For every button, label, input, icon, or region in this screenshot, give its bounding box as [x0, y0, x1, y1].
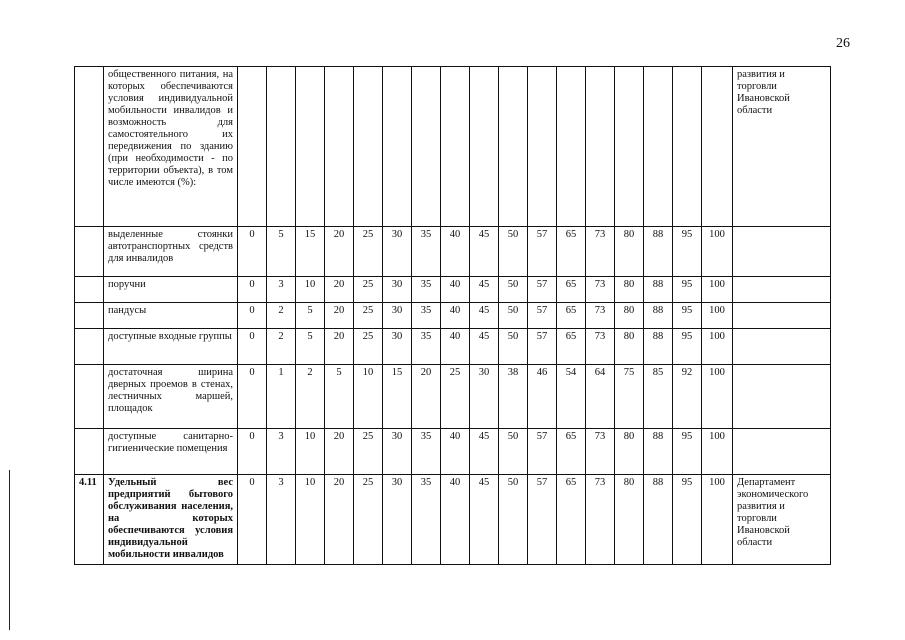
value-cell: 40: [441, 303, 470, 329]
value-cell: [499, 67, 528, 227]
value-cell: [296, 67, 325, 227]
value-cell: 88: [644, 429, 673, 475]
value-cell: 50: [499, 303, 528, 329]
value-cell: [412, 67, 441, 227]
row-index: [75, 303, 104, 329]
value-cell: 95: [673, 475, 702, 565]
row-description: достаточная ширина дверных проемов в стенах, лестничных маршей, площадок: [104, 365, 238, 429]
value-cell: 65: [557, 303, 586, 329]
value-cell: 30: [383, 475, 412, 565]
value-cell: 100: [702, 277, 733, 303]
value-cell: 15: [296, 227, 325, 277]
row-index: [75, 329, 104, 365]
value-cell: 73: [586, 277, 615, 303]
value-cell: 65: [557, 475, 586, 565]
value-cell: 3: [267, 277, 296, 303]
value-cell: 50: [499, 429, 528, 475]
value-cell: 40: [441, 277, 470, 303]
value-cell: 73: [586, 329, 615, 365]
value-cell: 73: [586, 429, 615, 475]
value-cell: 95: [673, 277, 702, 303]
value-cell: 20: [412, 365, 441, 429]
value-cell: 50: [499, 329, 528, 365]
value-cell: 85: [644, 365, 673, 429]
value-cell: 92: [673, 365, 702, 429]
value-cell: 95: [673, 329, 702, 365]
value-cell: 45: [470, 277, 499, 303]
value-cell: 40: [441, 429, 470, 475]
value-cell: 30: [383, 303, 412, 329]
value-cell: [528, 67, 557, 227]
value-cell: 30: [383, 277, 412, 303]
value-cell: 0: [238, 277, 267, 303]
value-cell: 35: [412, 329, 441, 365]
value-cell: 64: [586, 365, 615, 429]
value-cell: 2: [267, 329, 296, 365]
value-cell: 95: [673, 303, 702, 329]
value-cell: 38: [499, 365, 528, 429]
responsible-org: [733, 365, 831, 429]
value-cell: 20: [325, 329, 354, 365]
value-cell: 100: [702, 329, 733, 365]
value-cell: 2: [267, 303, 296, 329]
value-cell: 46: [528, 365, 557, 429]
value-cell: [702, 67, 733, 227]
value-cell: 35: [412, 227, 441, 277]
value-cell: 80: [615, 277, 644, 303]
value-cell: 100: [702, 365, 733, 429]
value-cell: 45: [470, 429, 499, 475]
value-cell: 20: [325, 277, 354, 303]
value-cell: 3: [267, 475, 296, 565]
responsible-org: развития и торговли Ивановской области: [733, 67, 831, 227]
value-cell: 3: [267, 429, 296, 475]
value-cell: [238, 67, 267, 227]
margin-line: [9, 470, 10, 630]
value-cell: [267, 67, 296, 227]
value-cell: 5: [296, 303, 325, 329]
value-cell: [557, 67, 586, 227]
value-cell: [354, 67, 383, 227]
value-cell: 88: [644, 277, 673, 303]
value-cell: 25: [354, 227, 383, 277]
value-cell: 88: [644, 475, 673, 565]
value-cell: [441, 67, 470, 227]
value-cell: 65: [557, 429, 586, 475]
value-cell: 73: [586, 303, 615, 329]
value-cell: 45: [470, 303, 499, 329]
value-cell: 50: [499, 277, 528, 303]
value-cell: 50: [499, 475, 528, 565]
value-cell: [644, 67, 673, 227]
responsible-org: [733, 303, 831, 329]
row-index: [75, 67, 104, 227]
value-cell: 57: [528, 475, 557, 565]
value-cell: 25: [354, 303, 383, 329]
value-cell: 10: [296, 277, 325, 303]
value-cell: 80: [615, 227, 644, 277]
value-cell: 88: [644, 329, 673, 365]
value-cell: 80: [615, 475, 644, 565]
value-cell: 75: [615, 365, 644, 429]
row-description: Удельный вес предприятий бытового обслуживания населения, на которых обеспечиваются условия индивидуальной мобильности инвалидов: [104, 475, 238, 565]
value-cell: 1: [267, 365, 296, 429]
value-cell: 57: [528, 329, 557, 365]
value-cell: 40: [441, 475, 470, 565]
table-row: [75, 277, 831, 303]
value-cell: 57: [528, 429, 557, 475]
value-cell: 25: [354, 277, 383, 303]
responsible-org: [733, 329, 831, 365]
value-cell: 100: [702, 227, 733, 277]
value-cell: 100: [702, 475, 733, 565]
table-row: [75, 429, 831, 475]
value-cell: 73: [586, 475, 615, 565]
value-cell: [470, 67, 499, 227]
value-cell: 20: [325, 475, 354, 565]
value-cell: 30: [383, 429, 412, 475]
value-cell: 45: [470, 475, 499, 565]
value-cell: 30: [470, 365, 499, 429]
value-cell: 95: [673, 227, 702, 277]
value-cell: 10: [296, 475, 325, 565]
value-cell: 25: [354, 329, 383, 365]
value-cell: 25: [354, 475, 383, 565]
value-cell: 57: [528, 303, 557, 329]
value-cell: 54: [557, 365, 586, 429]
row-description: доступные входные группы: [104, 329, 238, 365]
value-cell: 45: [470, 227, 499, 277]
table-row: [75, 303, 831, 329]
value-cell: [615, 67, 644, 227]
responsible-org: Департамент экономического развития и торговли Ивановской области: [733, 475, 831, 565]
value-cell: 45: [470, 329, 499, 365]
value-cell: 65: [557, 329, 586, 365]
value-cell: 50: [499, 227, 528, 277]
value-cell: 65: [557, 227, 586, 277]
value-cell: 30: [383, 227, 412, 277]
value-cell: 20: [325, 303, 354, 329]
value-cell: 88: [644, 227, 673, 277]
row-index: 4.11: [75, 475, 104, 565]
value-cell: 57: [528, 277, 557, 303]
value-cell: 0: [238, 329, 267, 365]
value-cell: 35: [412, 475, 441, 565]
value-cell: [673, 67, 702, 227]
value-cell: 0: [238, 303, 267, 329]
value-cell: 100: [702, 303, 733, 329]
value-cell: 15: [383, 365, 412, 429]
value-cell: 25: [441, 365, 470, 429]
value-cell: 40: [441, 329, 470, 365]
value-cell: 80: [615, 329, 644, 365]
indicator-table: [74, 66, 831, 565]
value-cell: [383, 67, 412, 227]
value-cell: 73: [586, 227, 615, 277]
row-index: [75, 365, 104, 429]
value-cell: 0: [238, 365, 267, 429]
value-cell: 0: [238, 429, 267, 475]
value-cell: 20: [325, 429, 354, 475]
responsible-org: [733, 429, 831, 475]
value-cell: 10: [296, 429, 325, 475]
value-cell: 2: [296, 365, 325, 429]
value-cell: 40: [441, 227, 470, 277]
responsible-org: [733, 277, 831, 303]
value-cell: 88: [644, 303, 673, 329]
value-cell: [586, 67, 615, 227]
value-cell: 0: [238, 475, 267, 565]
table-row: [75, 329, 831, 365]
value-cell: 25: [354, 429, 383, 475]
row-index: [75, 429, 104, 475]
row-description: пандусы: [104, 303, 238, 329]
value-cell: 5: [325, 365, 354, 429]
value-cell: 5: [267, 227, 296, 277]
page-number: 26: [836, 36, 850, 51]
value-cell: 10: [354, 365, 383, 429]
value-cell: 80: [615, 303, 644, 329]
value-cell: 35: [412, 303, 441, 329]
value-cell: [325, 67, 354, 227]
value-cell: 5: [296, 329, 325, 365]
row-index: [75, 227, 104, 277]
value-cell: 20: [325, 227, 354, 277]
row-index: [75, 277, 104, 303]
value-cell: 57: [528, 227, 557, 277]
responsible-org: [733, 227, 831, 277]
table-row: [75, 475, 831, 565]
value-cell: 95: [673, 429, 702, 475]
value-cell: 100: [702, 429, 733, 475]
row-description: общественного питания, на которых обеспечиваются условия индивидуальной мобильности инвалидов и возможность для самостоятельного их передвижения по зданию (при необходимости - по территории объекта), в том числе имеются (%):: [104, 67, 238, 227]
value-cell: 35: [412, 277, 441, 303]
table-row: [75, 227, 831, 277]
table-row: [75, 67, 831, 227]
value-cell: 35: [412, 429, 441, 475]
row-description: выделенные стоянки автотранспортных средств для инвалидов: [104, 227, 238, 277]
value-cell: 80: [615, 429, 644, 475]
value-cell: 0: [238, 227, 267, 277]
table-row: [75, 365, 831, 429]
row-description: поручни: [104, 277, 238, 303]
row-description: доступные санитарно-гигиенические помещения: [104, 429, 238, 475]
value-cell: 65: [557, 277, 586, 303]
value-cell: 30: [383, 329, 412, 365]
